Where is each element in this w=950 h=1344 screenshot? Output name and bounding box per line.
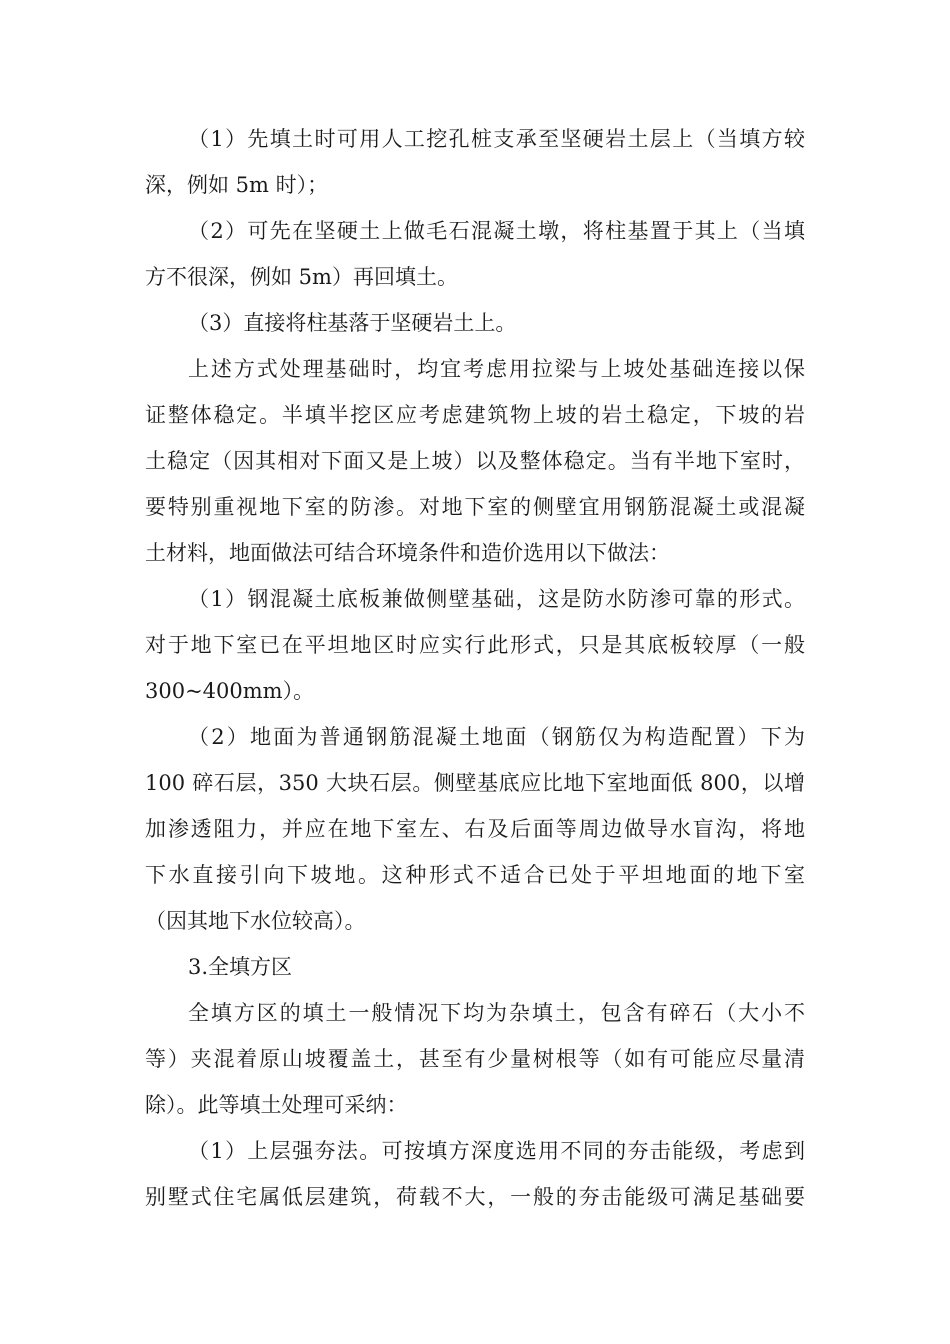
text-line: （1）上层强夯法。可按填方深度选用不同的夯击能级，考虑到 <box>188 1139 805 1163</box>
text-line: 对于地下室已在平坦地区时应实行此形式，只是其底板较厚（一般 <box>145 633 805 657</box>
text-line: 下水直接引向下坡地。这种形式不适合已处于平坦地面的地下室 <box>145 863 805 887</box>
text-line: 深，例如 5m 时）； <box>145 173 329 197</box>
section-heading <box>145 944 805 990</box>
text-line: 上述方式处理基础时，均宜考虑用拉梁与上坡处基础连接以保 <box>188 357 805 381</box>
text-line: 方不很深，例如 5m）再回填土。 <box>145 265 458 289</box>
text-line: 别墅式住宅属低层建筑，荷载不大，一般的夯击能级可满足基础要 <box>145 1185 805 1209</box>
text-line: 土稳定（因其相对下面又是上坡）以及整体稳定。当有半地下室时， <box>145 449 805 473</box>
paragraph <box>145 990 805 1128</box>
text-line: （1）先填土时可用人工挖孔桩支承至坚硬岩土层上（当填方较 <box>188 127 805 151</box>
text-line: （3）直接将柱基落于坚硬岩土上。 <box>188 311 517 335</box>
text-line: 除）。此等填土处理可采纳： <box>145 1093 408 1117</box>
text-line: 证整体稳定。半填半挖区应考虑建筑物上坡的岩土稳定，下坡的岩 <box>145 403 805 427</box>
paragraph <box>145 300 805 346</box>
paragraph <box>145 116 805 208</box>
text-line: 100 碎石层，350 大块石层。侧壁基底应比地下室地面低 800，以增 <box>145 771 805 795</box>
text-line: （因其地下水位较高）。 <box>145 909 366 933</box>
text-line: 土材料，地面做法可结合环境条件和造价选用以下做法： <box>145 541 670 565</box>
paragraph <box>145 1128 805 1220</box>
text-line: （2）可先在坚硬土上做毛石混凝土墩，将柱基置于其上（当填 <box>188 219 805 243</box>
text-line: 3.全填方区 <box>188 955 293 979</box>
text-line: 等）夹混着原山坡覆盖土，甚至有少量树根等（如有可能应尽量清 <box>145 1047 805 1071</box>
paragraph <box>145 714 805 944</box>
document-body <box>145 116 805 1220</box>
text-line: （1）钢混凝土底板兼做侧壁基础，这是防水防渗可靠的形式。 <box>188 587 805 611</box>
text-line: （2）地面为普通钢筋混凝土地面（钢筋仅为构造配置）下为 <box>188 725 805 749</box>
text-line: 加渗透阻力，并应在地下室左、右及后面等周边做导水盲沟，将地 <box>145 817 805 841</box>
paragraph <box>145 576 805 714</box>
text-line: 全填方区的填土一般情况下均为杂填土，包含有碎石（大小不 <box>188 1001 805 1025</box>
paragraph <box>145 208 805 300</box>
text-line: 300~400mm）。 <box>145 679 315 703</box>
text-line: 要特别重视地下室的防渗。对地下室的侧壁宜用钢筋混凝土或混凝 <box>145 495 805 519</box>
paragraph <box>145 346 805 576</box>
